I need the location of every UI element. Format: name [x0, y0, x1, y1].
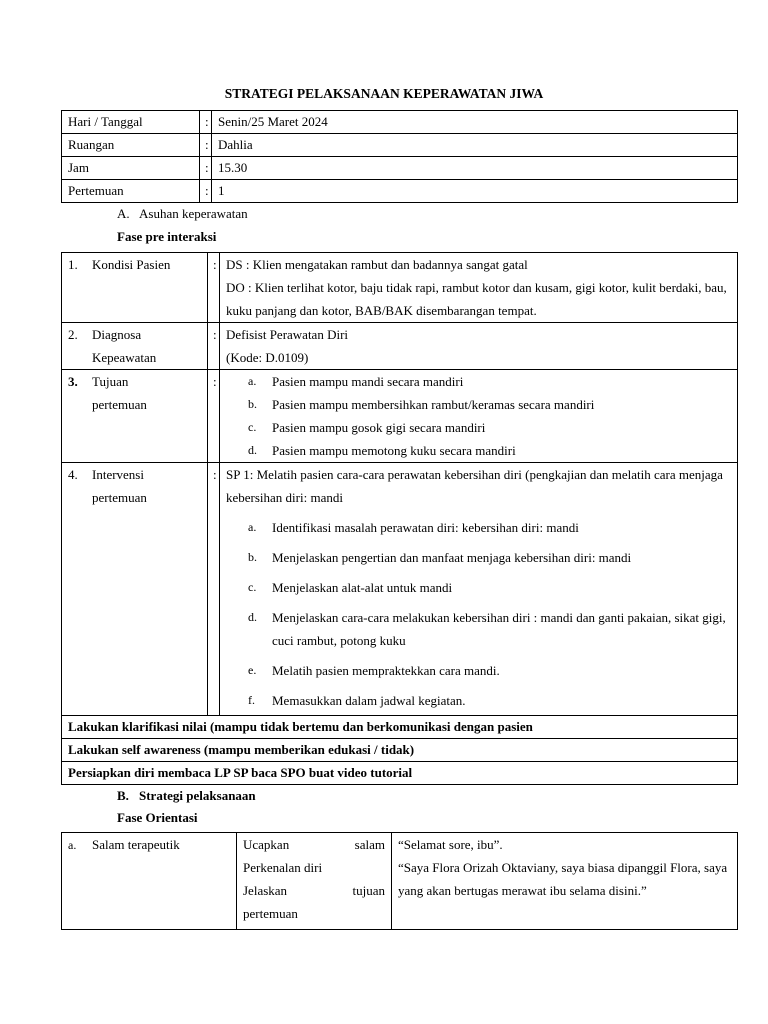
- row-label: Salam terapeutik: [92, 837, 180, 852]
- orientasi-table: [61, 832, 738, 930]
- row-number: 1.: [68, 257, 78, 272]
- list-item: [226, 516, 731, 539]
- info-row: [62, 157, 738, 180]
- row-label-cont: Kepeawatan: [92, 350, 157, 365]
- item-letter: d.: [248, 610, 257, 624]
- section-a-heading: [117, 202, 248, 225]
- row-colon: :: [208, 253, 220, 323]
- item-letter: a.: [248, 374, 257, 388]
- section-a-title: Asuhan keperawatan: [139, 206, 248, 221]
- quote-introduction: “Saya Flora Orizah Oktaviany, saya biasa dipanggil Flora, saya yang akan bertugas merawat ibu selama disini.”: [398, 860, 728, 898]
- ds-text: DS : Klien mengatakan rambut dan badannya sangat gatal: [226, 257, 528, 272]
- info-label: Pertemuan: [62, 180, 200, 203]
- item-letter: a.: [248, 520, 257, 534]
- step-tujuan: tujuan: [352, 883, 385, 898]
- info-row: [62, 134, 738, 157]
- row-label: Kondisi Pasien: [92, 257, 171, 272]
- info-label: Jam: [62, 157, 200, 180]
- row-diagnosa: [62, 323, 738, 370]
- item-text: Melatih pasien mempraktekkan cara mandi.: [272, 663, 500, 678]
- row-label: Diagnosa: [92, 327, 142, 342]
- row-colon: :: [208, 463, 220, 716]
- fase-orientasi-heading: Fase Orientasi: [117, 810, 198, 825]
- item-letter: d.: [248, 443, 257, 457]
- row-label: Intervensi: [92, 467, 144, 482]
- info-colon: :: [200, 134, 212, 157]
- quote-greeting: “Selamat sore, ibu”.: [398, 837, 503, 852]
- item-letter: c.: [248, 580, 257, 594]
- row-salam-terapeutik: [62, 833, 738, 930]
- item-text: Identifikasi masalah perawatan diri: kebersihan diri: mandi: [272, 520, 579, 535]
- section-a-letter: A.: [117, 206, 130, 221]
- row-number: a.: [68, 838, 77, 852]
- bold-row-text: Lakukan self awareness (mampu memberikan edukasi / tidak): [62, 739, 738, 762]
- row-label: Tujuan: [92, 374, 129, 389]
- list-item: [226, 370, 731, 393]
- step-perkenalan: Perkenalan diri: [243, 860, 323, 875]
- info-colon: :: [200, 157, 212, 180]
- step-ucapkan: Ucapkan: [243, 837, 290, 852]
- row-tujuan: [62, 370, 738, 463]
- info-colon: :: [200, 111, 212, 134]
- item-letter: f.: [248, 693, 255, 707]
- step-jelaskan: Jelaskan: [243, 883, 288, 898]
- list-item: [226, 606, 731, 652]
- row-number: 2.: [68, 327, 78, 342]
- list-item: [226, 659, 731, 682]
- info-row: [62, 111, 738, 134]
- item-text: Menjelaskan alat-alat untuk mandi: [272, 580, 453, 595]
- do-text: DO : Klien terlihat kotor, baju tidak rapi, rambut kotor dan kusam, gigi kotor, kulit berdaki, bau, kuku panjang dan kotor, BAB/BAK disembarangan tempat.: [226, 280, 727, 318]
- row-colon: :: [208, 370, 220, 463]
- row-number: 4.: [68, 467, 78, 482]
- list-item: [226, 689, 731, 712]
- info-label: Ruangan: [62, 134, 200, 157]
- fase-pre-interaksi-heading: Fase pre interaksi: [117, 229, 217, 244]
- info-row: [62, 180, 738, 203]
- item-text: Pasien mampu memotong kuku secara mandiri: [272, 443, 516, 458]
- item-text: Pasien mampu gosok gigi secara mandiri: [272, 420, 486, 435]
- item-text: Memasukkan dalam jadwal kegiatan.: [272, 693, 466, 708]
- section-b-title: Strategi pelaksanaan: [139, 788, 256, 803]
- row-colon: :: [208, 323, 220, 370]
- row-label-cont: pertemuan: [92, 490, 147, 505]
- info-label: Hari / Tanggal: [62, 111, 200, 134]
- info-value: 15.30: [212, 157, 738, 180]
- document-title: STRATEGI PELAKSANAAN KEPERAWATAN JIWA: [224, 86, 544, 101]
- diagnosa-code: (Kode: D.0109): [226, 350, 309, 365]
- bold-row-text: Lakukan klarifikasi nilai (mampu tidak bertemu dan berkomunikasi dengan pasien: [62, 716, 738, 739]
- info-value: Senin/25 Maret 2024: [212, 111, 738, 134]
- item-letter: e.: [248, 663, 257, 677]
- info-value: Dahlia: [212, 134, 738, 157]
- item-text: Menjelaskan pengertian dan manfaat menjaga kebersihan diri: mandi: [272, 550, 632, 565]
- list-item: [226, 576, 731, 599]
- tujuan-list: [226, 370, 731, 462]
- step-pertemuan: pertemuan: [243, 906, 298, 921]
- list-item: [226, 439, 731, 462]
- bold-row-text: Persiapkan diri membaca LP SP baca SPO buat video tutorial: [62, 762, 738, 785]
- item-letter: c.: [248, 420, 257, 434]
- list-item: [226, 416, 731, 439]
- sp-text: SP 1: Melatih pasien cara-cara perawatan kebersihan diri (pengkajian dan melatih cara menjaga kebersihan diri: mandi: [226, 467, 723, 505]
- row-intervensi: [62, 463, 738, 716]
- info-table: [61, 110, 738, 203]
- pre-interaction-table: [61, 252, 738, 785]
- list-item: [226, 546, 731, 569]
- list-item: [226, 393, 731, 416]
- item-text: Pasien mampu mandi secara mandiri: [272, 374, 464, 389]
- step-salam: salam: [354, 837, 385, 852]
- info-value: 1: [212, 180, 738, 203]
- row-label-cont: pertemuan: [92, 397, 147, 412]
- section-b-heading: [117, 784, 256, 807]
- row-klarifikasi-nilai: [62, 716, 738, 739]
- intervensi-list: [226, 516, 731, 712]
- item-letter: b.: [248, 397, 257, 411]
- row-kondisi-pasien: [62, 253, 738, 323]
- diagnosa-text: Defisist Perawatan Diri: [226, 327, 349, 342]
- section-b-letter: B.: [117, 788, 129, 803]
- item-text: Menjelaskan cara-cara melakukan kebersihan diri : mandi dan ganti pakaian, sikat gigi, cuci rambut, potong kuku: [272, 610, 726, 648]
- item-letter: b.: [248, 550, 257, 564]
- info-colon: :: [200, 180, 212, 203]
- item-text: Pasien mampu membersihkan rambut/keramas secara mandiri: [272, 397, 595, 412]
- row-number: 3.: [68, 374, 78, 389]
- row-persiapkan-diri: [62, 762, 738, 785]
- row-self-awareness: [62, 739, 738, 762]
